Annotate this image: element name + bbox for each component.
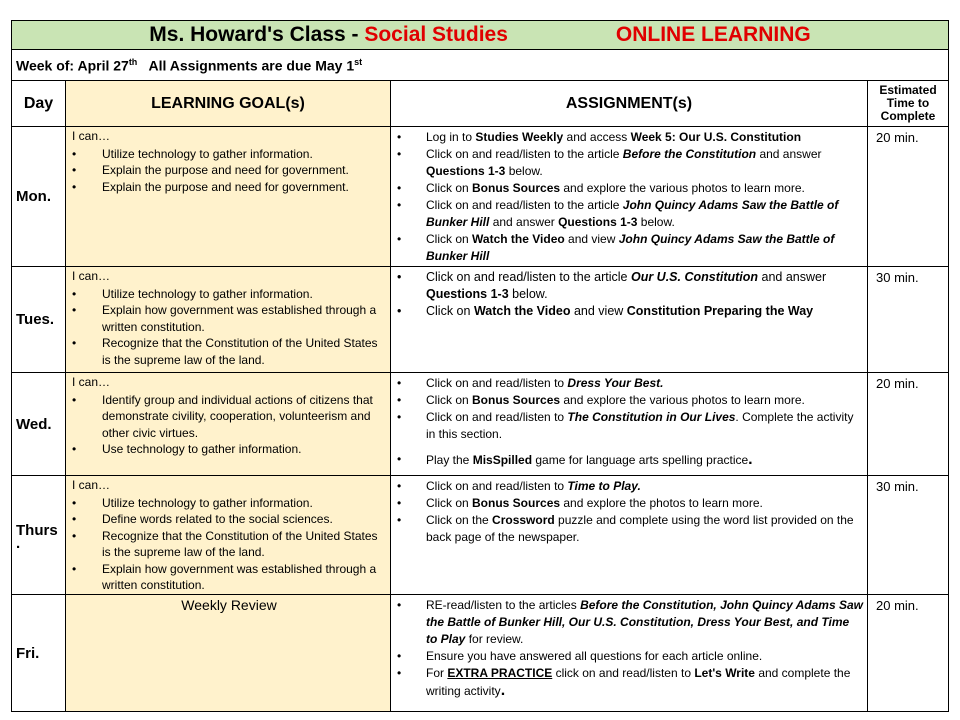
day-label: Tues. xyxy=(12,267,66,373)
day-label-text: Thurs xyxy=(16,521,58,539)
row-monday xyxy=(12,127,949,267)
row-wednesday xyxy=(12,373,949,476)
i-can-label: I can… xyxy=(72,129,111,143)
goal-item: • Define words related to the social sciences. xyxy=(72,511,386,528)
assignment-item: • Click on the Crossword puzzle and complete using the word list provided on the back page of the newspaper. xyxy=(397,512,863,546)
assignments xyxy=(391,267,868,373)
title-subject: Social Studies xyxy=(364,23,508,46)
i-can-label: I can… xyxy=(72,478,111,492)
header-row xyxy=(12,81,949,127)
assignment-item: • Click on and read/listen to Dress Your Best. xyxy=(397,375,863,392)
learning-goals xyxy=(66,127,391,267)
row-tuesday xyxy=(12,267,949,373)
assignments xyxy=(391,373,868,476)
assignment-item: • Click on and read/listen to Time to Play. xyxy=(397,478,863,495)
i-can-label: I can… xyxy=(72,375,111,389)
i-can-label: I can… xyxy=(72,269,111,283)
day-label: Mon. xyxy=(12,127,66,267)
goal-item: • Explain the purpose and need for government. xyxy=(72,179,386,196)
assignments xyxy=(391,476,868,595)
assignment-item: • Click on Watch the Video and view John Quincy Adams Saw the Battle of Bunker Hill xyxy=(397,231,863,265)
day-label-dot: . xyxy=(16,534,21,552)
learning-goals xyxy=(66,267,391,373)
estimated-time: 30 min. xyxy=(868,476,949,595)
goal-item: • Recognize that the Constitution of the United States is the supreme law of the land. xyxy=(72,528,386,561)
assignments xyxy=(391,595,868,712)
assignment-item: • Click on Bonus Sources and explore the photos to learn more. xyxy=(397,495,863,512)
goal-item: • Explain how government was established through a written constitution. xyxy=(72,561,386,594)
day-label xyxy=(12,476,66,595)
row-friday xyxy=(12,595,949,712)
goal-item: • Utilize technology to gather information. xyxy=(72,286,386,303)
assignments xyxy=(391,127,868,267)
header-learning-goal: LEARNING GOAL(s) xyxy=(66,81,391,127)
assignment-item: • Click on and read/listen to the article Before the Constitution and answer Questions 1-3 below. xyxy=(397,146,863,180)
header-estimated-time: Estimated Time to Complete xyxy=(868,81,949,127)
goal-item: • Explain the purpose and need for government. xyxy=(72,162,386,179)
goal-item: • Explain how government was established through a written constitution. xyxy=(72,302,386,335)
page-title xyxy=(12,21,949,50)
schedule-table xyxy=(11,20,949,712)
row-thursday xyxy=(12,476,949,595)
title-row xyxy=(12,21,949,50)
week-row xyxy=(12,50,949,81)
assignment-item: • RE-read/listen to the articles Before the Constitution, John Quincy Adams Saw the Battle of Bunker Hill, Our U.S. Constitution, Dress Your Best, and Time to Play for review. xyxy=(397,597,863,648)
day-label: Wed. xyxy=(12,373,66,476)
assignment-item: • Click on and read/listen to The Constitution in Our Lives. Complete the activity in this section. xyxy=(397,409,863,443)
goal-item: • Utilize technology to gather information. xyxy=(72,495,386,512)
estimated-time: 20 min. xyxy=(868,373,949,476)
learning-goals xyxy=(66,373,391,476)
day-label: Fri. xyxy=(12,595,66,712)
header-assignment: ASSIGNMENT(s) xyxy=(391,81,868,127)
estimated-time: 20 min. xyxy=(868,127,949,267)
title-class-name: Ms. Howard's Class - xyxy=(149,23,365,46)
goal-item: • Use technology to gather information. xyxy=(72,441,386,458)
assignment-item: • Click on Watch the Video and view Constitution Preparing the Way xyxy=(397,303,863,320)
estimated-time: 30 min. xyxy=(868,267,949,373)
week-info xyxy=(12,50,949,81)
title-online-learning: ONLINE LEARNING xyxy=(615,23,811,46)
assignment-item: • Click on Bonus Sources and explore the various photos to learn more. xyxy=(397,392,863,409)
assignment-item: • For EXTRA PRACTICE click on and read/listen to Let's Write and complete the writing activity. xyxy=(397,665,863,700)
goal-item: • Utilize technology to gather information. xyxy=(72,146,386,163)
week-sup: th xyxy=(128,56,138,67)
assignment-item: • Ensure you have answered all questions for each article online. xyxy=(397,648,863,665)
due-sup: st xyxy=(354,56,363,67)
assignment-item: • Log in to Studies Weekly and access Week 5: Our U.S. Constitution xyxy=(397,129,863,146)
learning-goals xyxy=(66,476,391,595)
week-of: Week of: April 27 xyxy=(16,57,129,74)
estimated-time: 20 min. xyxy=(868,595,949,712)
assignment-item: • Click on and read/listen to the article Our U.S. Constitution and answer Questions 1-3 below. xyxy=(397,269,863,303)
header-day: Day xyxy=(12,81,66,127)
assignment-item: • Click on Bonus Sources and explore the various photos to learn more. xyxy=(397,180,863,197)
due-date: All Assignments are due May 1 xyxy=(137,57,355,74)
assignment-item: • Play the MisSpilled game for language arts spelling practice. xyxy=(397,451,863,469)
goal-item: • Recognize that the Constitution of the United States is the supreme law of the land. xyxy=(72,335,386,368)
goal-item: • Identify group and individual actions of citizens that demonstrate civility, cooperation, volunteerism and other civic virtues. xyxy=(72,392,386,442)
assignment-item: • Click on and read/listen to the article John Quincy Adams Saw the Battle of Bunker Hill and answer Questions 1-3 below. xyxy=(397,197,863,231)
weekly-review: Weekly Review xyxy=(66,595,391,712)
